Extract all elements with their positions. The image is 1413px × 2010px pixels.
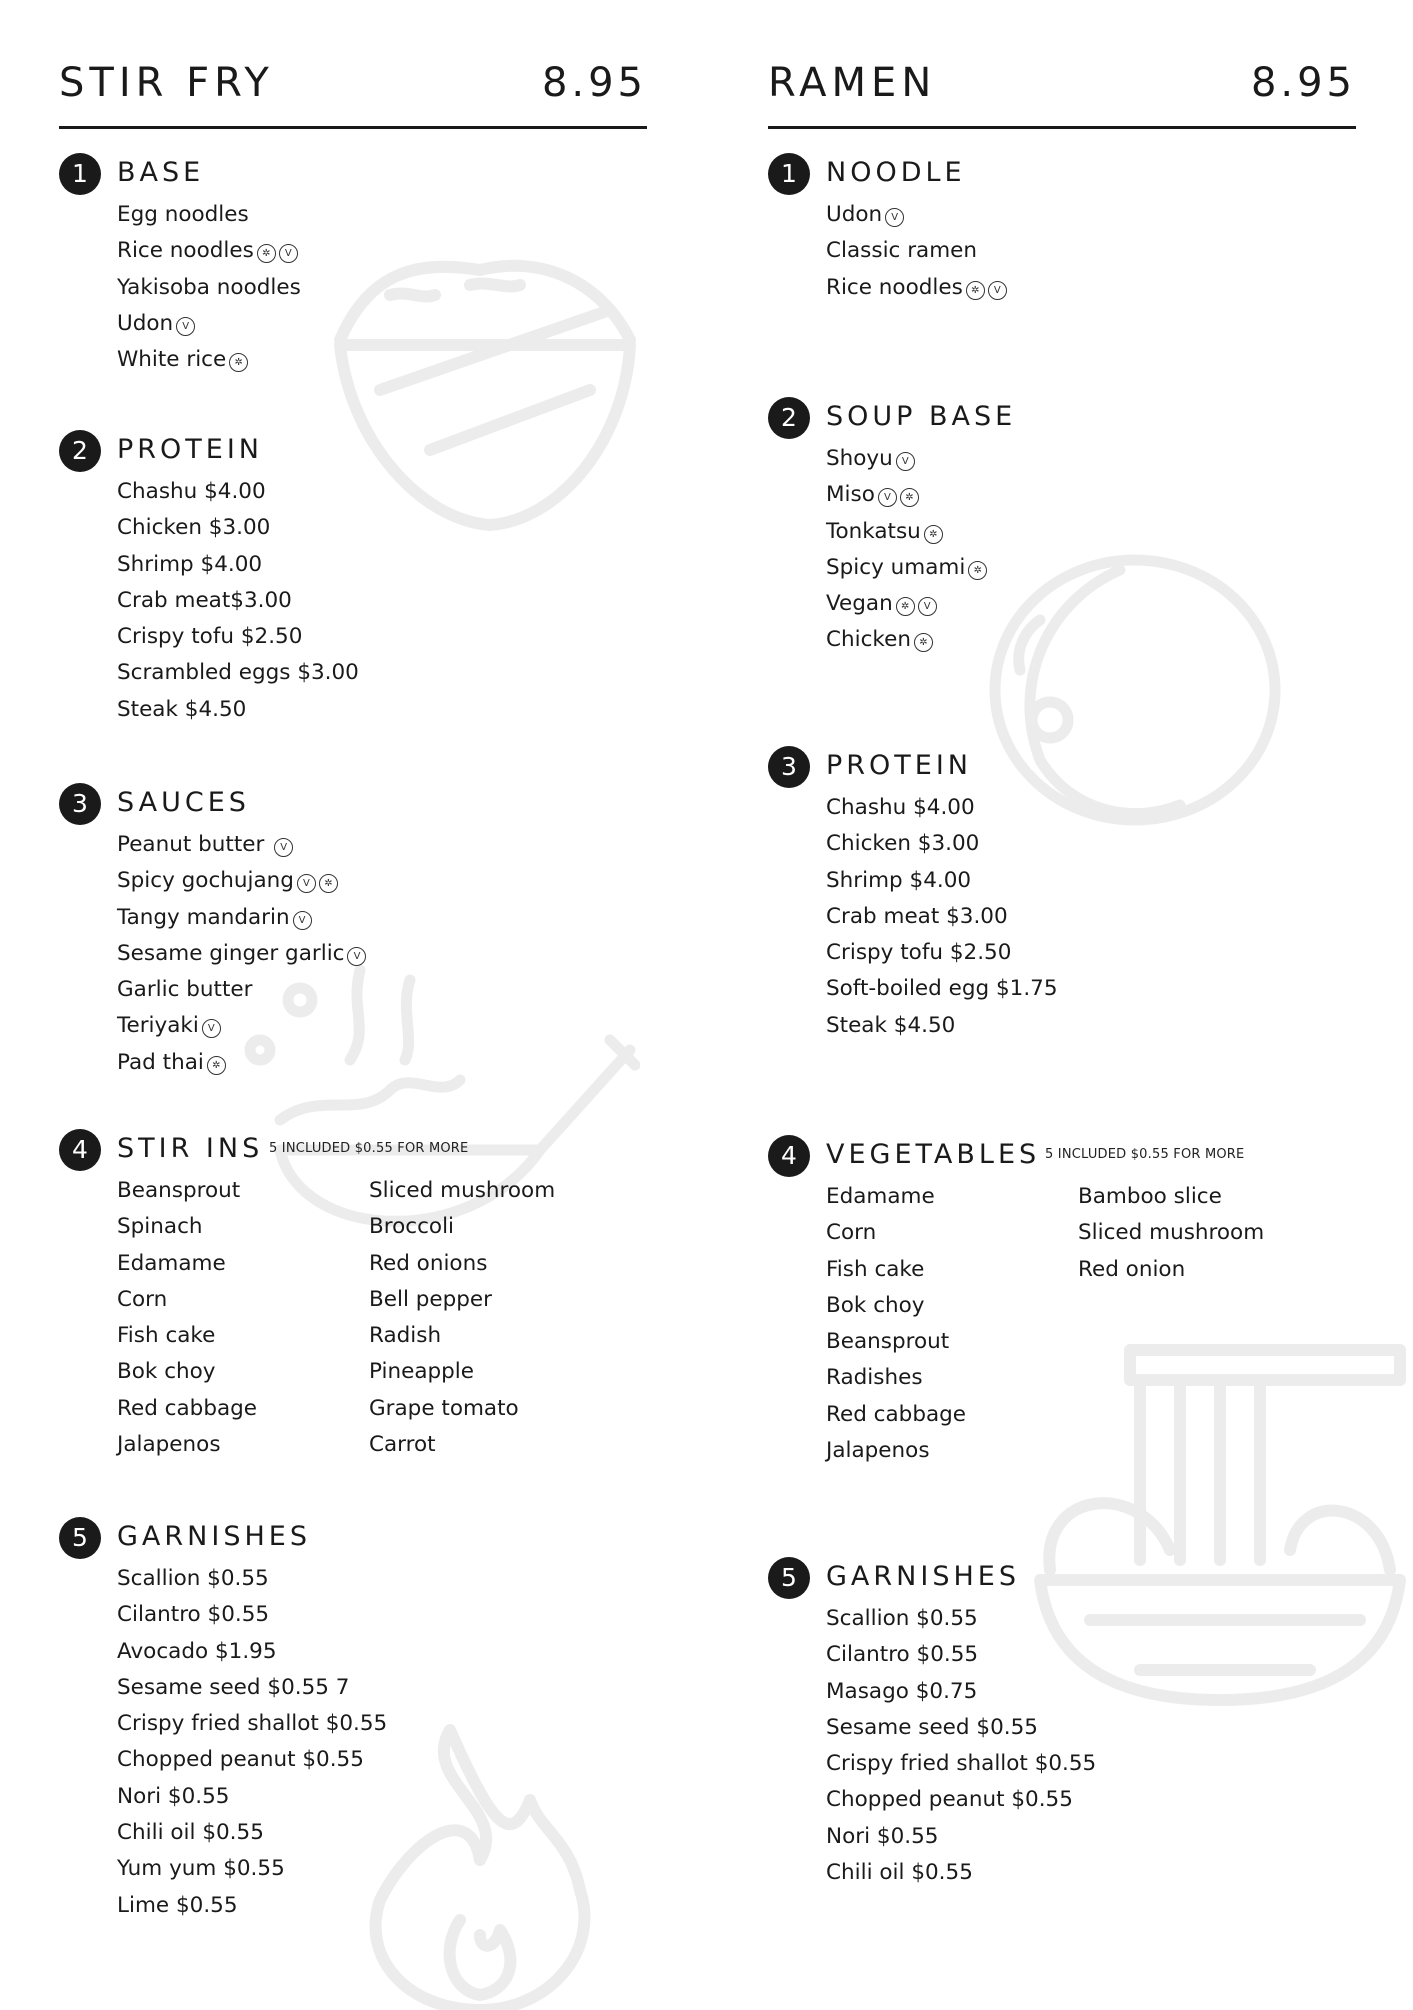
menu-item-label: Crab meat$3.00 <box>117 587 292 613</box>
menu-item <box>826 441 987 477</box>
step-number-badge: 4 <box>768 1135 810 1177</box>
stir-fry-header <box>59 60 647 129</box>
menu-item: Red cabbage <box>117 1395 258 1421</box>
menu-item <box>117 1634 387 1670</box>
item-list <box>826 1601 1096 1891</box>
menu-item-label: Crispy tofu $2.50 <box>117 624 303 650</box>
item-list-col2 <box>369 1173 555 1463</box>
menu-item <box>117 510 359 546</box>
vegan-icon: V <box>274 838 293 857</box>
section-note: 5 INCLUDED $0.55 FOR MORE <box>269 1141 469 1156</box>
vegan-icon: V <box>202 1019 221 1038</box>
section-title: PROTEIN <box>117 434 264 465</box>
menu-item <box>117 972 366 1008</box>
menu-item-label: Miso <box>826 482 875 508</box>
stir-fry-price: 8.95 <box>541 60 647 106</box>
menu-item: Radish <box>369 1323 442 1349</box>
ramen-title: RAMEN <box>768 60 937 106</box>
menu-item: Broccoli <box>369 1214 455 1240</box>
menu-item <box>117 863 366 899</box>
menu-item <box>117 547 359 583</box>
menu-item-label: Chili oil $0.55 <box>117 1820 264 1846</box>
menu-item-label: Chicken <box>826 627 911 653</box>
menu-item: Fish cake <box>117 1323 216 1349</box>
menu-item <box>117 692 359 728</box>
section-title: GARNISHES <box>117 1521 311 1552</box>
menu-item: Red cabbage <box>826 1401 967 1427</box>
ramen-column <box>768 60 1356 1886</box>
menu-item: Bok choy <box>826 1292 925 1318</box>
menu-item <box>826 1637 1096 1673</box>
section-title: PROTEIN <box>826 750 973 781</box>
stir-fry-column <box>59 60 647 1918</box>
menu-item <box>117 1779 387 1815</box>
menu-item: Pineapple <box>369 1359 474 1385</box>
ramen-section-garnishes <box>768 1557 1356 1886</box>
section-title: VEGETABLES <box>826 1139 1041 1170</box>
vegan-icon: V <box>918 597 937 616</box>
menu-item: Bell pepper <box>369 1286 492 1312</box>
menu-item-label: Classic ramen <box>826 238 978 264</box>
menu-item: Sliced mushroom <box>369 1178 556 1203</box>
menu-item-label: Peanut butter <box>117 832 272 857</box>
menu-item <box>826 550 987 586</box>
menu-item: Bok choy <box>117 1359 216 1385</box>
menu-item <box>826 1601 1096 1637</box>
menu-item-label: Rice noodles <box>826 274 963 300</box>
stir-fry-section-stir-ins <box>59 1129 647 1458</box>
menu-item-label: Shrimp $4.00 <box>117 551 263 577</box>
section-title: NOODLE <box>826 157 966 188</box>
vegan-icon: V <box>297 874 316 893</box>
menu-item <box>826 790 1058 826</box>
menu-item-label: Chicken $3.00 <box>826 831 980 857</box>
item-list <box>117 474 359 728</box>
menu-item-label: Chopped peanut $0.55 <box>826 1787 1073 1813</box>
menu-item-label: Shrimp $4.00 <box>826 867 972 893</box>
stir-fry-title: STIR FRY <box>59 60 274 106</box>
ramen-header <box>768 60 1356 129</box>
gluten-free-icon: ✲ <box>207 1056 226 1075</box>
flame-watermark-icon <box>360 1720 600 2010</box>
menu-item: Bamboo slice <box>1078 1184 1222 1209</box>
menu-item <box>826 586 987 622</box>
menu-item-label: Cilantro $0.55 <box>117 1602 270 1628</box>
menu-item-label: Steak $4.50 <box>826 1012 956 1038</box>
menu-item-label: Spicy gochujang <box>117 868 294 894</box>
menu-item-label: Pad thai <box>117 1049 204 1075</box>
menu-item: Jalapenos <box>117 1432 221 1458</box>
menu-item: Edamame <box>826 1184 935 1209</box>
menu-item-label: Yum yum $0.55 <box>117 1856 285 1882</box>
menu-item <box>826 1855 1096 1891</box>
step-number-badge: 5 <box>59 1517 101 1559</box>
menu-item <box>117 936 366 972</box>
menu-item <box>117 1706 387 1742</box>
menu-item-label: Spicy umami <box>826 554 966 580</box>
menu-item-label: Soft-boiled egg $1.75 <box>826 976 1058 1002</box>
menu-item <box>826 935 1058 971</box>
gluten-free-icon: ✲ <box>319 874 338 893</box>
step-number-badge: 1 <box>768 153 810 195</box>
item-list <box>826 441 987 659</box>
menu-item <box>117 233 301 269</box>
menu-item <box>826 1710 1096 1746</box>
ramen-section-noodle <box>768 153 1356 300</box>
gluten-free-icon: ✲ <box>924 525 943 544</box>
section-title: GARNISHES <box>826 1561 1020 1592</box>
menu-item-label: Nori $0.55 <box>826 1823 939 1849</box>
menu-item-label: Sesame seed $0.55 7 <box>117 1674 350 1700</box>
ramen-section-vegetables <box>768 1135 1356 1464</box>
gluten-free-icon: ✲ <box>896 597 915 616</box>
item-list <box>826 197 1007 306</box>
item-list <box>826 790 1058 1044</box>
gluten-free-icon: ✲ <box>257 244 276 263</box>
vegan-icon: V <box>176 317 195 336</box>
vegan-icon: V <box>878 488 897 507</box>
menu-item-label: Cilantro $0.55 <box>826 1642 979 1668</box>
menu-item <box>117 197 301 233</box>
ramen-section-soup-base <box>768 397 1356 653</box>
menu-item-label: Yakisoba noodles <box>117 274 301 300</box>
menu-item: Red onions <box>369 1250 488 1276</box>
menu-item-label: Avocado $1.95 <box>117 1638 277 1664</box>
menu-item-label: Teriyaki <box>117 1013 199 1039</box>
vegan-icon: V <box>347 947 366 966</box>
menu-item <box>826 899 1058 935</box>
menu-item-label: Chicken $3.00 <box>117 515 271 541</box>
gluten-free-icon: ✲ <box>968 561 987 580</box>
gluten-free-icon: ✲ <box>966 281 985 300</box>
menu-item <box>117 619 359 655</box>
menu-item: Corn <box>826 1220 877 1246</box>
menu-item: Corn <box>117 1286 168 1312</box>
item-list-col2 <box>1078 1179 1264 1469</box>
step-number-badge: 5 <box>768 1557 810 1599</box>
stir-fry-section-base <box>59 153 647 373</box>
menu-item-label: Crab meat $3.00 <box>826 903 1008 929</box>
vegan-icon: V <box>896 452 915 471</box>
menu-item-label: Shoyu <box>826 446 893 471</box>
section-title: SAUCES <box>117 787 250 818</box>
vegan-icon: V <box>988 281 1007 300</box>
vegan-icon: V <box>279 244 298 263</box>
menu-item: Beansprout <box>826 1329 950 1355</box>
menu-item <box>826 1674 1096 1710</box>
menu-item <box>826 1008 1058 1044</box>
menu-item <box>117 342 301 378</box>
menu-item <box>826 622 987 658</box>
menu-item-label: Vegan <box>826 591 893 617</box>
item-list <box>117 1561 387 1924</box>
menu-item <box>117 474 359 510</box>
menu-item-label: Chashu $4.00 <box>826 795 975 820</box>
menu-item-label: Udon <box>826 202 883 227</box>
menu-item <box>826 971 1058 1007</box>
ramen-section-protein <box>768 746 1356 1038</box>
menu-item <box>117 306 301 342</box>
vegan-icon: V <box>293 911 312 930</box>
stir-fry-section-protein <box>59 430 647 722</box>
menu-item <box>826 233 1007 269</box>
menu-item <box>117 1888 387 1924</box>
step-number-badge: 3 <box>768 746 810 788</box>
vegan-icon: V <box>885 208 904 227</box>
section-title: SOUP BASE <box>826 401 1017 432</box>
menu-item-label: Nori $0.55 <box>117 1783 230 1809</box>
menu-item <box>117 1670 387 1706</box>
two-column-item-list <box>826 1179 1264 1469</box>
menu-item <box>826 270 1007 306</box>
menu-item: Edamame <box>117 1250 226 1276</box>
menu-item-label: Tonkatsu <box>826 518 921 544</box>
menu-item-label: Chopped peanut $0.55 <box>117 1747 364 1773</box>
menu-item-label: Lime $0.55 <box>117 1892 238 1918</box>
menu-item <box>117 1008 366 1044</box>
menu-item <box>826 1819 1096 1855</box>
menu-item <box>826 197 1007 233</box>
section-title: BASE <box>117 157 205 188</box>
item-list-col1 <box>117 1173 369 1463</box>
menu-item: Sliced mushroom <box>1078 1220 1265 1246</box>
menu-item-label: Egg noodles <box>117 202 249 227</box>
stir-fry-section-garnishes <box>59 1517 647 1918</box>
menu-item-label: Crispy fried shallot $0.55 <box>117 1711 388 1737</box>
menu-item <box>117 1851 387 1887</box>
menu-item <box>117 655 359 691</box>
menu-item <box>117 827 366 863</box>
menu-item <box>826 863 1058 899</box>
menu-item-label: Sesame seed $0.55 <box>826 1714 1038 1740</box>
menu-item: Grape tomato <box>369 1395 519 1421</box>
step-number-badge: 4 <box>59 1129 101 1171</box>
menu-item-label: Masago $0.75 <box>826 1678 978 1704</box>
menu-item <box>117 583 359 619</box>
menu-item <box>826 826 1058 862</box>
menu-item: Beansprout <box>117 1178 241 1203</box>
section-note: 5 INCLUDED $0.55 FOR MORE <box>1045 1147 1245 1162</box>
menu-item-label: White rice <box>117 347 227 373</box>
gluten-free-icon: ✲ <box>229 353 248 372</box>
menu-item <box>117 1815 387 1851</box>
menu-item-label: Chili oil $0.55 <box>826 1860 973 1886</box>
step-number-badge: 1 <box>59 153 101 195</box>
menu-item-label: Crispy fried shallot $0.55 <box>826 1751 1097 1777</box>
menu-item-label: Scrambled eggs $3.00 <box>117 660 359 686</box>
menu-item <box>117 270 301 306</box>
menu-item-label: Tangy mandarin <box>117 904 290 930</box>
step-number-badge: 2 <box>768 397 810 439</box>
menu-item-label: Crispy tofu $2.50 <box>826 940 1012 966</box>
item-list <box>117 827 366 1081</box>
menu-item-label: Chashu $4.00 <box>117 479 266 504</box>
menu-item-label: Sesame ginger garlic <box>117 940 345 966</box>
stir-fry-section-sauces <box>59 783 647 1075</box>
menu-item: Spinach <box>117 1214 203 1240</box>
section-title: STIR INS <box>117 1133 264 1164</box>
item-list <box>117 197 301 378</box>
menu-item-label: Rice noodles <box>117 238 254 264</box>
menu-item <box>826 514 987 550</box>
rice-bowl-watermark-icon <box>330 250 650 550</box>
menu-item: Radishes <box>826 1365 923 1391</box>
menu-item-label: Scallion $0.55 <box>826 1606 978 1631</box>
menu-item <box>826 477 987 513</box>
menu-item: Fish cake <box>826 1256 925 1282</box>
ramen-price: 8.95 <box>1250 60 1356 106</box>
item-list-col1 <box>826 1179 1078 1469</box>
menu-item <box>117 1742 387 1778</box>
menu-item <box>117 900 366 936</box>
two-column-item-list <box>117 1173 555 1463</box>
menu-item: Jalapenos <box>826 1438 930 1464</box>
menu-item-label: Steak $4.50 <box>117 696 247 722</box>
menu-item <box>117 1597 387 1633</box>
menu-item: Red onion <box>1078 1256 1186 1282</box>
egg-watermark-icon <box>980 550 1300 830</box>
menu-item-label: Udon <box>117 310 174 336</box>
menu-item <box>826 1782 1096 1818</box>
menu-item-label: Scallion $0.55 <box>117 1566 269 1591</box>
gluten-free-icon: ✲ <box>900 488 919 507</box>
step-number-badge: 2 <box>59 430 101 472</box>
menu-item <box>826 1746 1096 1782</box>
menu-item-label: Garlic butter <box>117 977 253 1003</box>
gluten-free-icon: ✲ <box>914 633 933 652</box>
menu-item: Carrot <box>369 1432 436 1458</box>
menu-item <box>117 1045 366 1081</box>
menu-item <box>117 1561 387 1597</box>
step-number-badge: 3 <box>59 783 101 825</box>
